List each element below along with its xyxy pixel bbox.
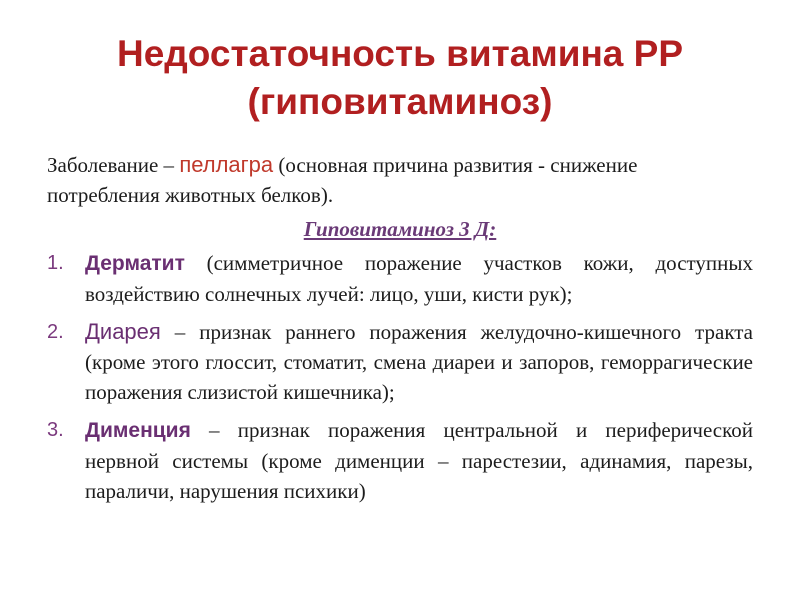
subheading: Гиповитаминоз 3 Д: [303,217,497,241]
list-item-text [85,248,753,309]
term-dermatitis: Дерматит [85,252,185,275]
list-item [47,415,753,506]
term-dementia: Дименция [85,419,191,442]
term-diarrhea: Диарея [85,319,161,344]
list-item [47,248,753,309]
term-description: – признак поражения центральной и периферической нервной системы (кроме дименции – парестезии, адинамия, парезы, параличи, нарушения психики) [85,418,753,503]
symptom-list [47,248,753,506]
term-description: – признак раннего поражения желудочно-кишечного тракта (кроме этого глоссит, стоматит, смена диареи и запоров, геморрагические поражения слизистой кишечника); [85,320,753,404]
term-description: (симметричное поражение участков кожи, доступных воздействию солнечных лучей: лицо, уши, кисти рук); [85,251,753,306]
list-number: 3. [47,419,64,441]
list-item-text [85,415,753,506]
intro-paragraph [47,150,753,210]
list-number: 1. [47,252,64,274]
list-item [47,317,753,407]
list-item-text [85,317,753,407]
slide-body [47,150,753,514]
list-number: 2. [47,321,64,343]
intro-prefix: Заболевание – [47,153,180,177]
disease-name: пеллагра [179,152,274,177]
slide-title: Недостаточность витамина РР (гиповитаминоз) [116,33,684,122]
intro-suffix: (основная причина развития - снижение потребления животных белков). [47,153,638,207]
